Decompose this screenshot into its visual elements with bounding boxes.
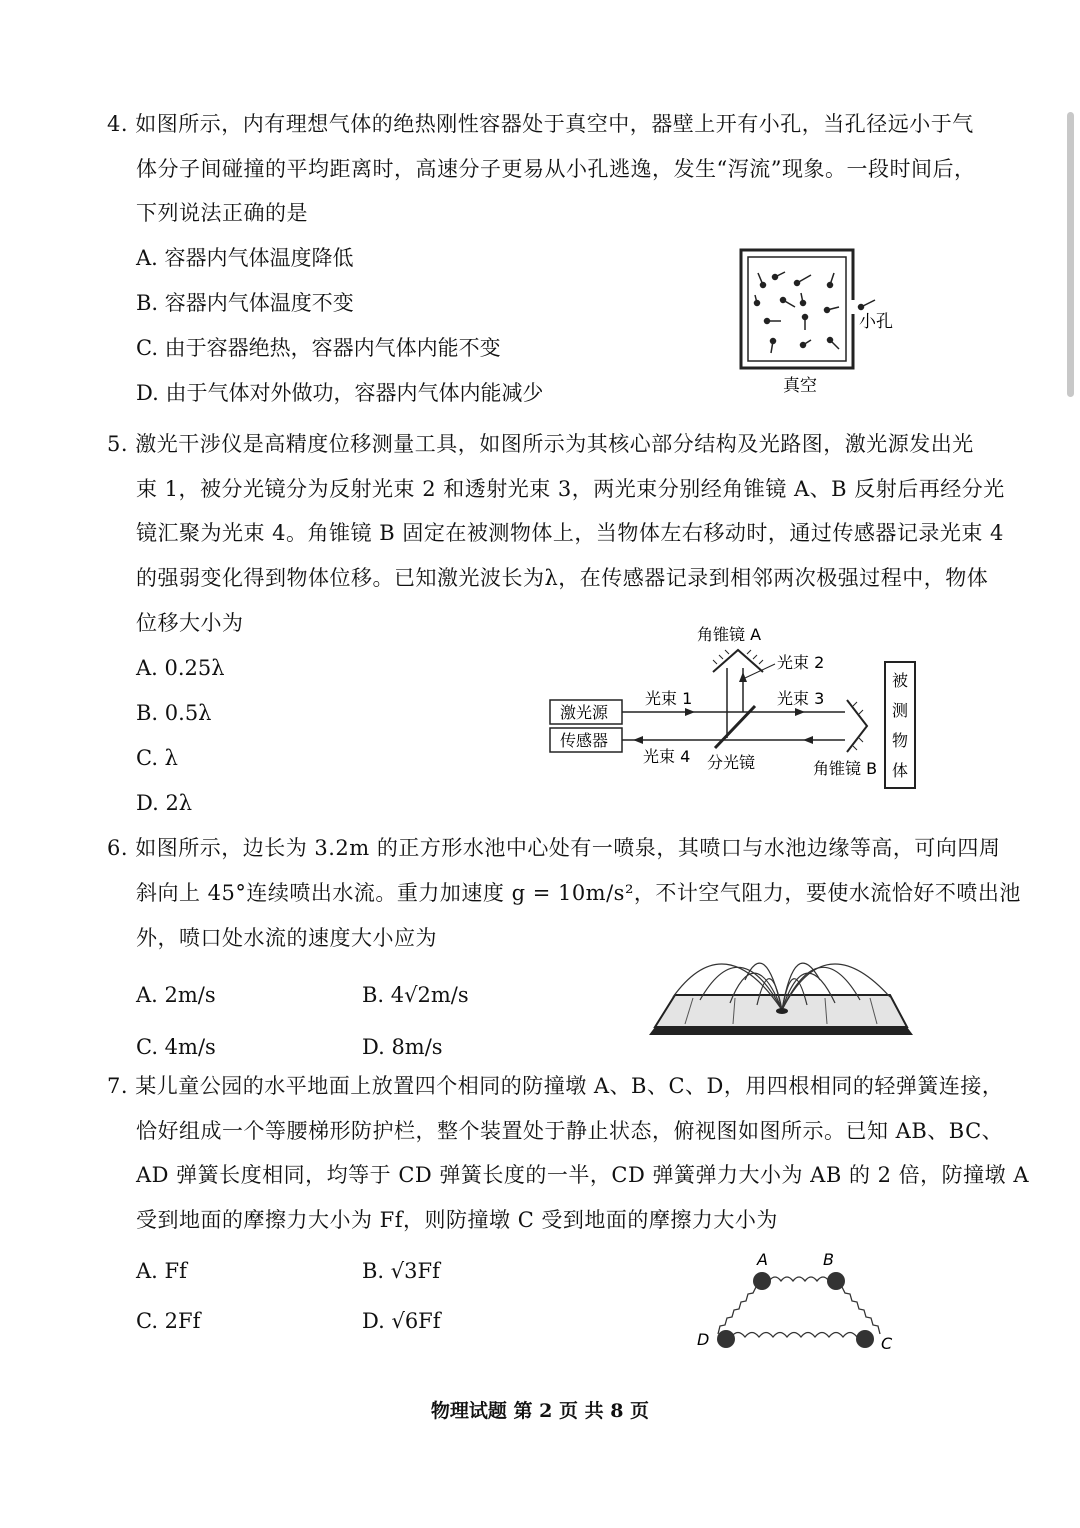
q5-line-4: 的强弱变化得到物体位移。已知激光波长为λ，在传感器记录到相邻两次极强过程中，物体 <box>136 566 989 590</box>
pier-label-d: D <box>697 1330 710 1349</box>
q5-line-3: 镜汇聚为光束 4。角锥镜 B 固定在被测物体上，当物体左右移动时，通过传感器记录光束 4 <box>136 521 1004 545</box>
q4-option-c: C. 由于容器绝热，容器内气体内能不变 <box>136 336 501 360</box>
q6-option-d: D. 8m/s <box>362 1035 443 1059</box>
object-label-2: 测 <box>892 701 909 720</box>
q4-option-a: A. 容器内气体温度降低 <box>136 246 354 270</box>
q4-option-b: B. 容器内气体温度不变 <box>136 291 354 315</box>
q5-line-2: 束 1，被分光镜分为反射光束 2 和透射光束 3，两光束分别经角锥镜 A、B 反射后再经分光 <box>136 477 1005 501</box>
sensor-label: 传感器 <box>560 731 609 750</box>
object-label-1: 被 <box>892 671 909 690</box>
beam4-label: 光束 4 <box>643 747 691 766</box>
q4-line-2: 体分子间碰撞的平均距离时，高速分子更易从小孔逃逸，发生“泻流”现象。一段时间后， <box>136 157 976 181</box>
beam2-label: 光束 2 <box>777 653 825 672</box>
pier-label-a: A <box>757 1250 768 1269</box>
q7-trapezoid-figure <box>695 1245 905 1355</box>
q6-option-a: A. 2m/s <box>136 983 216 1007</box>
q6-line-1: 6. 如图所示，边长为 3.2m 的正方形水池中心处有一喷泉，其喷口与水池边缘等高，可向四周 <box>107 836 1001 860</box>
q5-option-c: C. λ <box>136 746 178 770</box>
q4-vacuum-label: 真空 <box>783 376 817 396</box>
q4-hole-label: 小孔 <box>859 312 893 332</box>
q7-option-a: A. Ff <box>136 1259 187 1283</box>
q7-line-3: AD 弹簧长度相同，均等于 CD 弹簧长度的一半，CD 弹簧弹力大小为 AB 的 2 倍，防撞墩 A <box>136 1163 1030 1187</box>
q6-option-b: B. 4√2m/s <box>362 983 469 1007</box>
q5-line-1: 5. 激光干涉仪是高精度位移测量工具，如图所示为其核心部分结构及光路图，激光源发出光 <box>107 432 974 456</box>
mirror-b-label: 角锥镜 B <box>813 759 878 778</box>
q7-line-2: 恰好组成一个等腰梯形防护栏，整个装置处于静止状态，俯视图如图所示。已知 AB、BC、 <box>136 1119 1004 1143</box>
q6-fountain-figure <box>645 935 920 1040</box>
q4-container-figure <box>735 245 925 405</box>
q7-line-1: 7. 某儿童公园的水平地面上放置四个相同的防撞墩 A、B、C、D，用四根相同的轻弹簧连接， <box>107 1074 1004 1098</box>
object-label-3: 物 <box>892 731 909 750</box>
pier-label-c: C <box>881 1334 893 1353</box>
q5-option-a: A. 0.25λ <box>136 656 225 680</box>
q5-option-b: B. 0.5λ <box>136 701 212 725</box>
beam3-label: 光束 3 <box>777 689 825 708</box>
q6-line-3: 外，喷口处水流的速度大小应为 <box>136 926 437 950</box>
page-footer: 物理试题 第 2 页 共 8 页 <box>430 1400 650 1422</box>
splitter-label: 分光镜 <box>707 753 756 772</box>
q5-option-d: D. 2λ <box>136 791 193 815</box>
beam1-label: 光束 1 <box>645 689 693 708</box>
q4-line-3: 下列说法正确的是 <box>136 201 308 225</box>
q5-interferometer-figure <box>545 620 925 795</box>
q6-line-2: 斜向上 45°连续喷出水流。重力加速度 g = 10m/s²，不计空气阻力，要使水流恰好不喷出池 <box>136 881 1021 905</box>
q4-option-d: D. 由于气体对外做功，容器内气体内能减少 <box>136 381 544 405</box>
q4-line-1: 4. 如图所示，内有理想气体的绝热刚性容器处于真空中，器壁上开有小孔，当孔径远小于气 <box>107 112 974 136</box>
pier-label-b: B <box>823 1250 834 1269</box>
springs <box>718 1277 880 1337</box>
q7-line-4: 受到地面的摩擦力大小为 Ff，则防撞墩 C 受到地面的摩擦力大小为 <box>136 1208 778 1232</box>
scrollbar-thumb[interactable] <box>1067 112 1074 397</box>
q7-option-b: B. √3Ff <box>362 1259 440 1283</box>
laser-label: 激光源 <box>560 703 609 722</box>
q7-option-d: D. √6Ff <box>362 1309 441 1333</box>
q7-option-c: C. 2Ff <box>136 1309 201 1333</box>
q6-option-c: C. 4m/s <box>136 1035 216 1059</box>
object-label-4: 体 <box>892 761 909 780</box>
q5-line-5: 位移大小为 <box>136 611 244 635</box>
gas-molecules <box>755 272 876 353</box>
mirror-a-label: 角锥镜 A <box>697 625 762 644</box>
